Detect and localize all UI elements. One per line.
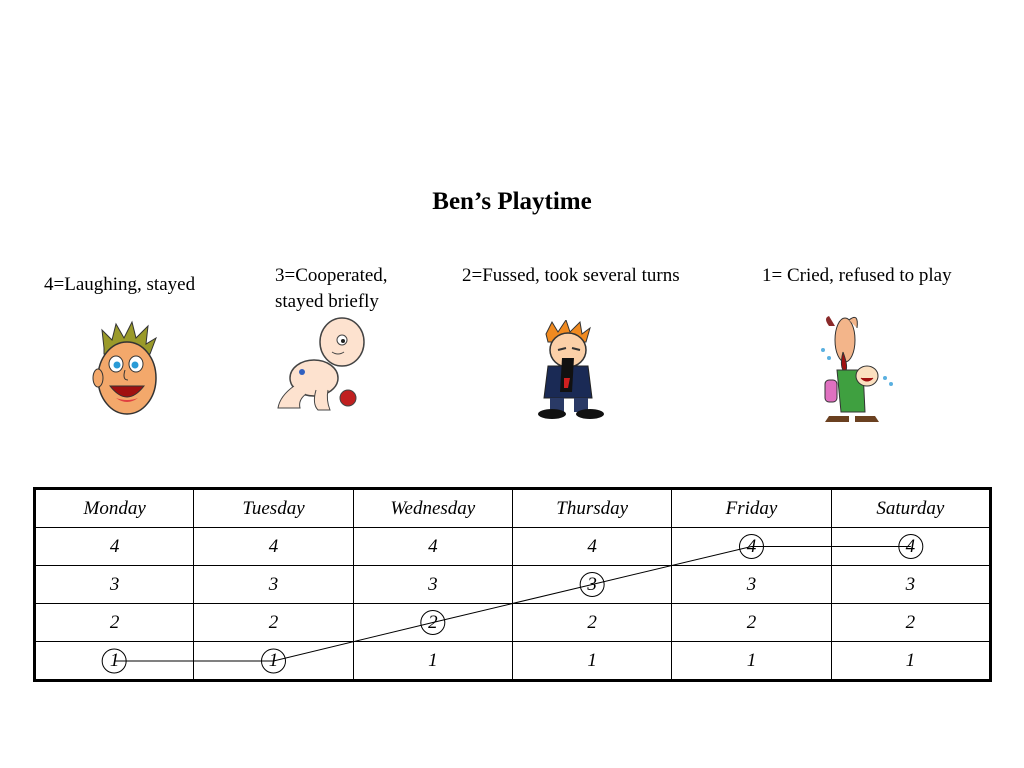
day-header: Thursday: [512, 489, 671, 528]
rating-table: [33, 487, 992, 682]
table-cell: 2: [194, 604, 353, 642]
laughing-face-icon: [92, 320, 162, 420]
table-row: [35, 604, 991, 642]
day-header: Friday: [672, 489, 831, 528]
table-row: [35, 528, 991, 566]
table-cell: 3: [353, 566, 512, 604]
table-cell: 3: [35, 566, 194, 604]
table-cell: 1: [353, 642, 512, 681]
table-cell: 1: [35, 642, 194, 681]
table-cell: 2: [672, 604, 831, 642]
day-header: Tuesday: [194, 489, 353, 528]
legend-4: 4=Laughing, stayed: [44, 274, 196, 295]
table-cell: 1: [672, 642, 831, 681]
table-cell: 3: [194, 566, 353, 604]
table-cell: 1: [831, 642, 990, 681]
table-cell: 3: [672, 566, 831, 604]
table-header-row: [35, 489, 991, 528]
legend-3: 3=Cooperated, stayed briefly: [275, 265, 388, 312]
legend-2: 2=Fussed, took several turns: [462, 265, 680, 286]
day-header: Wednesday: [353, 489, 512, 528]
table-cell: 3: [831, 566, 990, 604]
table-cell: 3: [512, 566, 671, 604]
table-cell: 4: [672, 528, 831, 566]
table-cell: 4: [35, 528, 194, 566]
table-cell: 4: [831, 528, 990, 566]
table-row: [35, 642, 991, 681]
table-row: [35, 566, 991, 604]
table-cell: 2: [831, 604, 990, 642]
day-header: Monday: [35, 489, 194, 528]
page-title: Ben’s Playtime: [432, 188, 592, 215]
table-cell: 2: [353, 604, 512, 642]
table-cell: 2: [512, 604, 671, 642]
fussing-boy-icon: [530, 320, 610, 420]
table-cell: 2: [35, 604, 194, 642]
table-cell: 1: [194, 642, 353, 681]
table-cell: 4: [353, 528, 512, 566]
crawling-baby-icon: [272, 316, 368, 416]
legend-1: 1= Cried, refused to play: [762, 265, 952, 286]
table-cell: 1: [512, 642, 671, 681]
crying-man-with-baby-icon: [815, 312, 901, 424]
table-cell: 4: [512, 528, 671, 566]
day-header: Saturday: [831, 489, 990, 528]
table-cell: 4: [194, 528, 353, 566]
